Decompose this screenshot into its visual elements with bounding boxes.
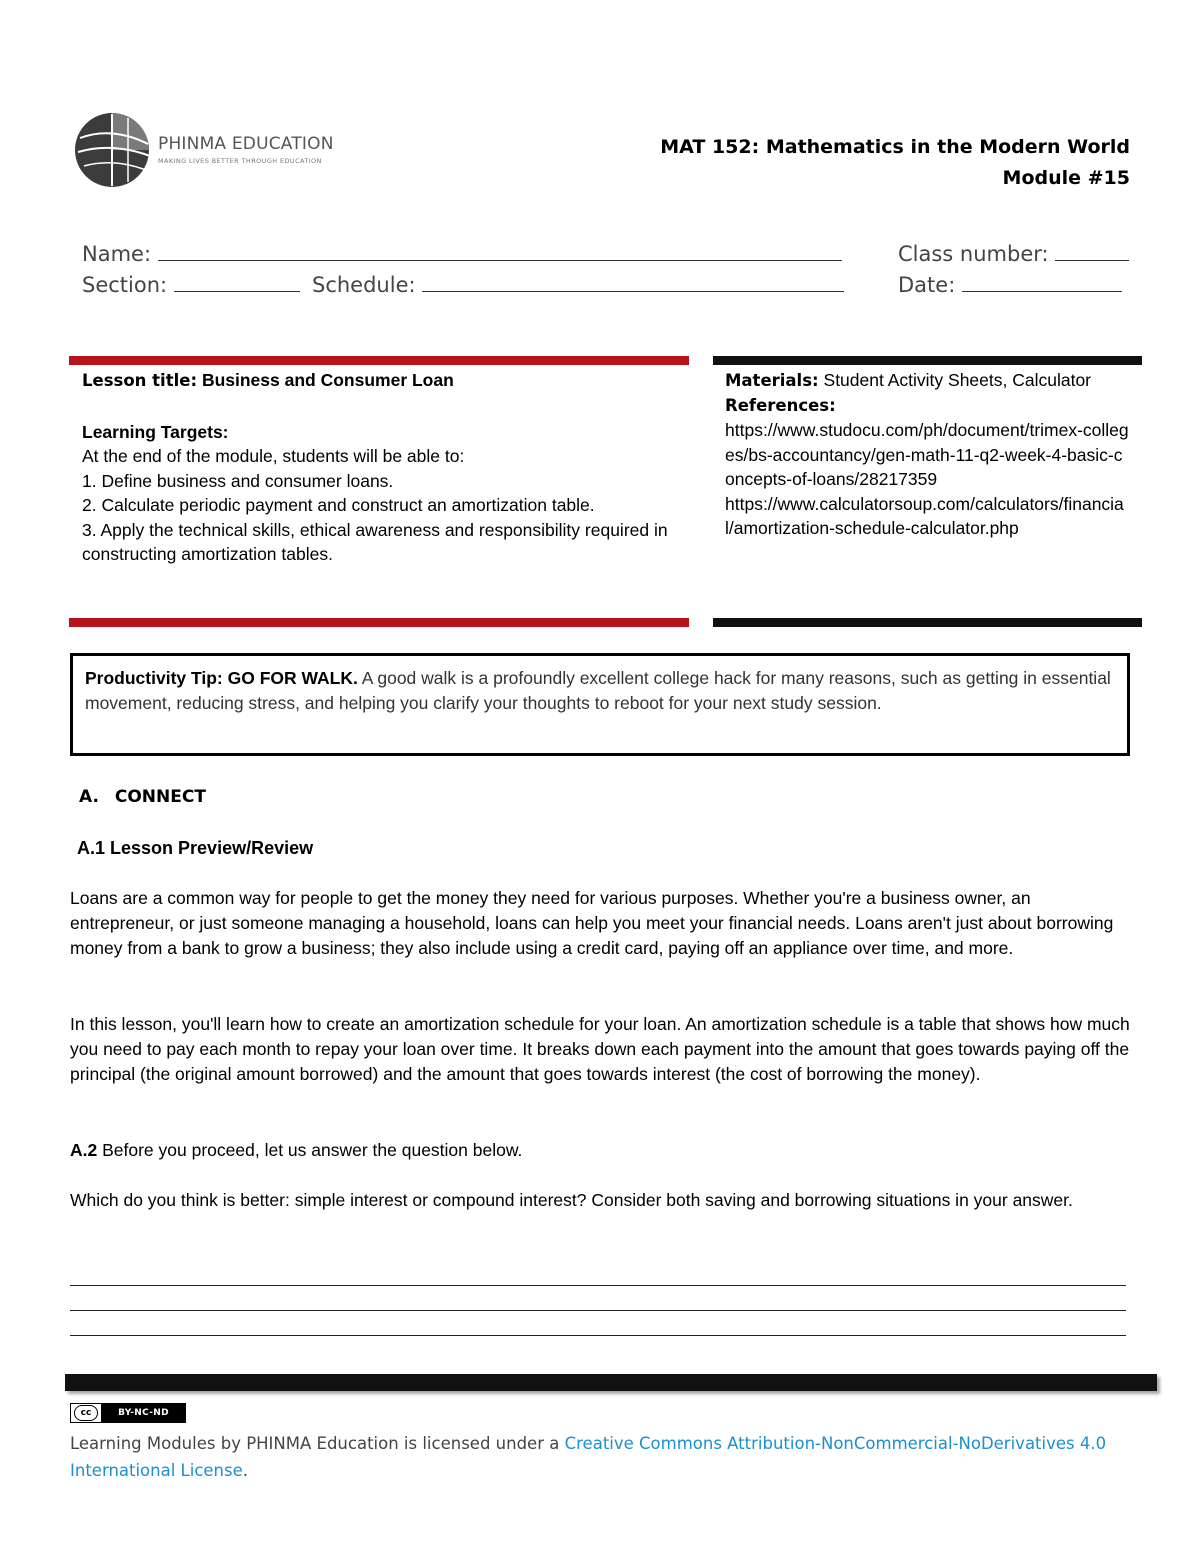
productivity-tip-box	[70, 653, 1130, 756]
name-label: Name:	[82, 242, 152, 266]
cc-icon	[71, 1404, 102, 1422]
cc-license-badge[interactable]	[70, 1403, 186, 1423]
name-field[interactable]	[82, 242, 842, 266]
materials-box	[725, 368, 1129, 541]
references-label: References:	[725, 395, 836, 415]
materials-line	[725, 368, 1129, 394]
section-a-title: CONNECT	[114, 787, 206, 807]
answer-line[interactable]	[70, 1310, 1126, 1311]
materials-value: Student Activity Sheets, Calculator	[823, 370, 1092, 390]
lesson-title: Business and Consumer Loan	[201, 370, 454, 390]
logo-name: PHINMA EDUCATION	[158, 134, 334, 154]
logo-text	[158, 134, 334, 165]
schedule-field[interactable]	[312, 273, 844, 297]
class-number-line[interactable]	[1055, 242, 1129, 261]
reference-link[interactable]: https://www.studocu.com/ph/document/trimex-colleges/bs-accountancy/gen-math-11-q2-week-4-basic-concepts-of-loans/28217359	[725, 420, 1129, 489]
materials-top-bar	[713, 356, 1142, 365]
course-title: MAT 152: Mathematics in the Modern World	[660, 136, 1130, 158]
a2-label: A.2	[70, 1140, 98, 1160]
lesson-preview-heading: A.1 Lesson Preview/Review	[77, 838, 314, 858]
tip-label: Productivity Tip: GO FOR WALK.	[85, 668, 358, 688]
name-line[interactable]	[158, 242, 842, 261]
schedule-label: Schedule:	[312, 273, 416, 297]
tip-text: A good walk is a profoundly excellent college hack for many reasons, such as getting in essential movement, reducing stress, and helping you clarify your thoughts to reboot for your next study session.	[85, 668, 1111, 713]
section-label: Section:	[82, 273, 168, 297]
logo-tagline: MAKING LIVES BETTER THROUGH EDUCATION	[158, 157, 322, 165]
materials-label: Materials:	[725, 371, 819, 390]
section-field[interactable]	[82, 273, 300, 297]
section-line[interactable]	[174, 273, 300, 292]
course-header	[660, 132, 1130, 194]
license-link[interactable]: Creative Commons Attribution-NonCommercial-NoDerivatives 4.0 International License	[70, 1434, 1107, 1480]
cc-license-type: BY-NC-ND	[118, 1408, 169, 1418]
schedule-line[interactable]	[422, 273, 844, 292]
section-a-letter: A.	[79, 787, 99, 807]
learning-targets-heading: Learning Targets:	[82, 421, 229, 442]
cc-circle: cc	[74, 1405, 98, 1421]
license-suffix: .	[242, 1461, 249, 1480]
lesson-title-line	[82, 368, 678, 394]
license-text	[70, 1430, 1140, 1484]
class-number-label: Class number:	[898, 242, 1049, 266]
target-item: 3. Apply the technical skills, ethical awareness and responsibility required in constructing amortization tables.	[82, 519, 668, 564]
target-item: 2. Calculate periodic payment and construct an amortization table.	[82, 495, 595, 515]
date-label: Date:	[898, 273, 956, 297]
reference-link[interactable]: https://www.calculatorsoup.com/calculators/financial/amortization-schedule-calculator.php	[725, 493, 1124, 538]
answer-line[interactable]	[70, 1285, 1126, 1286]
paragraph-amortization: In this lesson, you'll learn how to create an amortization schedule for your loan. An amortization schedule is a table that shows how much you need to pay each month to repay your loan over time. It breaks down each payment into the amount that goes towards paying off the principal (the original amount borrowed) and the amount that goes towards interest (the cost of borrowing the money).	[70, 1014, 1130, 1084]
materials-bottom-bar	[713, 618, 1142, 627]
class-number-field[interactable]	[898, 242, 1129, 266]
date-field[interactable]	[898, 273, 1122, 297]
footer-bar	[65, 1374, 1157, 1391]
target-item: 1. Define business and consumer loans.	[82, 470, 394, 491]
paragraph-loans: Loans are a common way for people to get the money they need for various purposes. Whether you're a business owner, an entrepreneur, or just someone managing a household, loans can help you meet your financial needs. Loans aren't just about borrowing money from a bank to grow a business; they also include using a credit card, paying off an appliance over time, and more.	[70, 888, 1114, 958]
a2-text: Before you proceed, let us answer the question below.	[102, 1140, 523, 1160]
module-number: Module #15	[1002, 167, 1130, 189]
lesson-bottom-bar	[69, 618, 689, 627]
section-a-heading	[79, 787, 206, 807]
question-text: Which do you think is better: simple interest or compound interest? Consider both saving and borrowing situations in your answer.	[70, 1190, 1073, 1210]
date-line[interactable]	[962, 273, 1122, 292]
lesson-box	[82, 368, 678, 567]
a2-instruction	[70, 1138, 1130, 1163]
answer-line[interactable]	[70, 1335, 1126, 1336]
targets-intro: At the end of the module, students will be able to:	[82, 446, 465, 466]
license-prefix: Learning Modules by PHINMA Education is licensed under a	[70, 1434, 560, 1453]
lesson-top-bar	[69, 356, 689, 365]
lesson-title-label: Lesson title:	[82, 371, 198, 390]
